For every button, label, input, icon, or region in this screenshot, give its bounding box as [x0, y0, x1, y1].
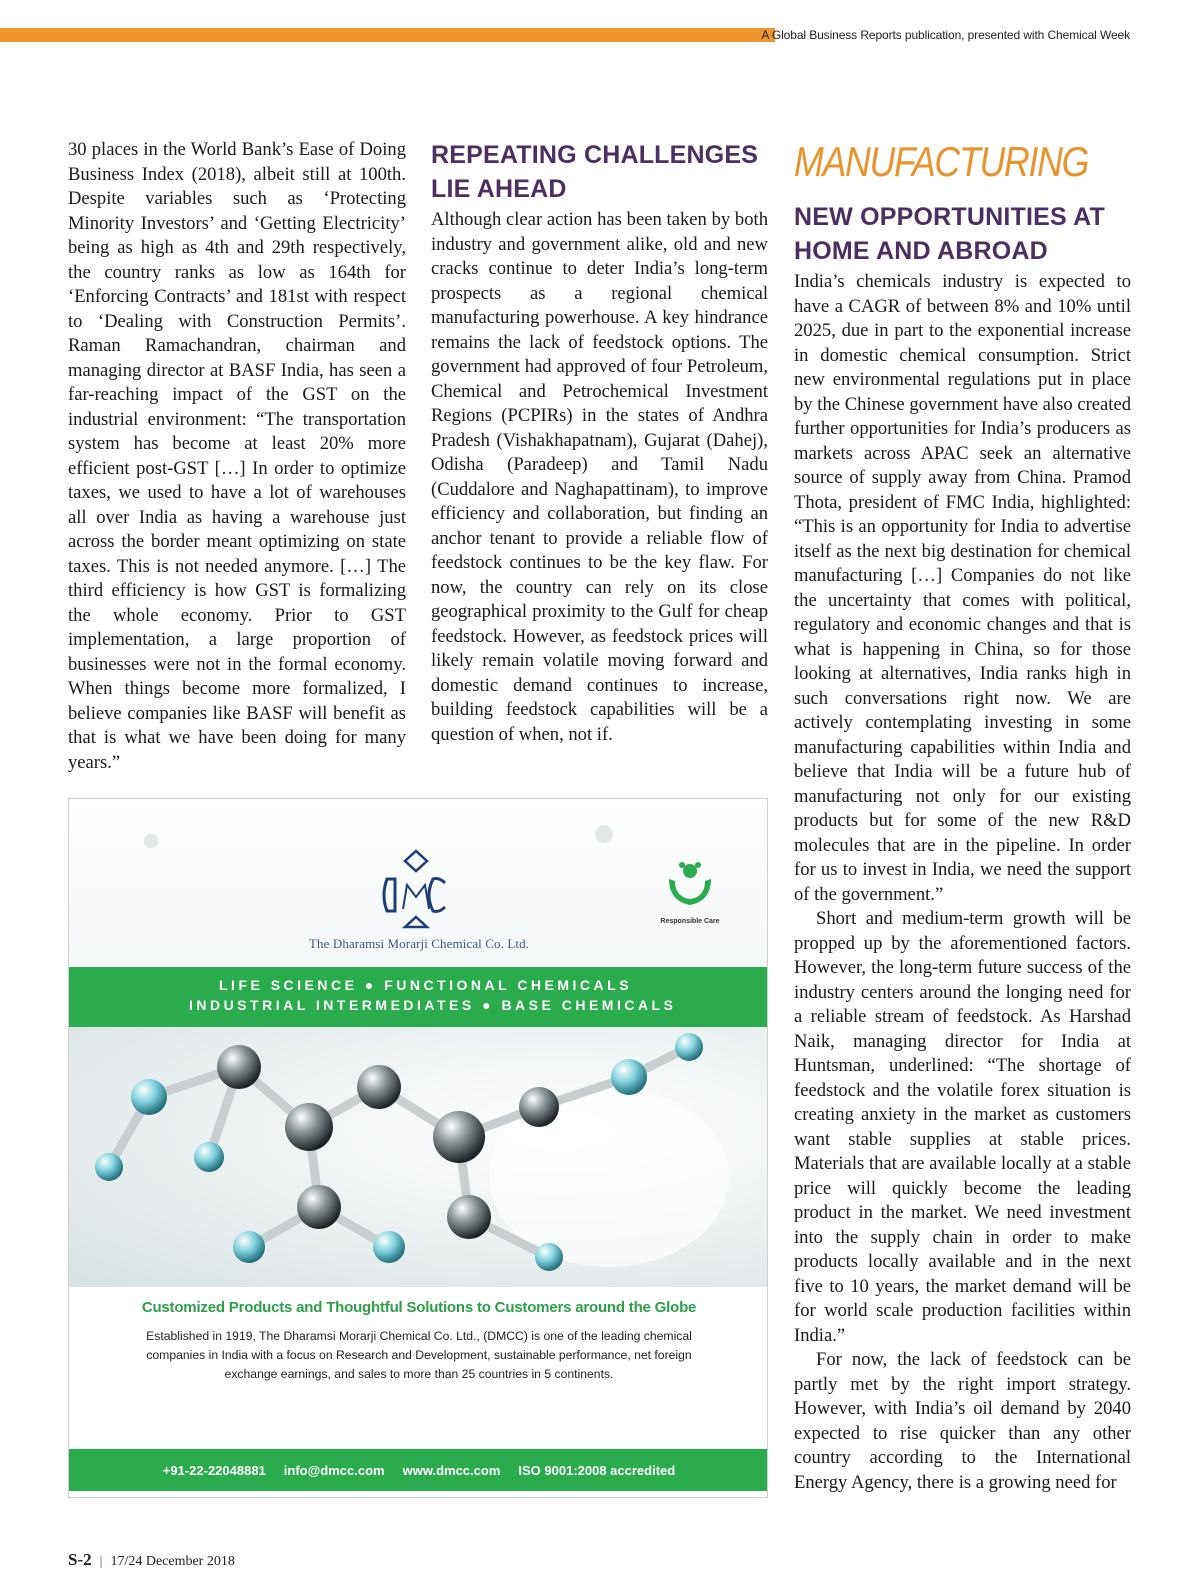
column2-paragraph-1: Although clear action has been taken by both industry and government alike, old and new cracks continue to deter India’s long-term prospects as a regional chemical manufacturing powerhouse. A key hindrance remains the lack of feedstock options. The government had approved of four Petroleum, Chemical and Petrochemical Investment Regions (PCPIRs) in the states of Andhra Pradesh (Vishakhapatnam), Gujarat (Dahej), Odisha (Paradeep) and Tamil Nadu (Cuddalore and Naghapattinam), to improve efficiency and collaboration, but finding an anchor tenant to provide a reliable flow of feedstock continues to be the key flaw. For now, the country can rely on its close geographical proximity to the Gulf for cheap feedstock. However, as feedstock prices will likely remain volatile moving forward and domestic demand continues to increase, building feedstock capabilities will be a question of when, not if. — [431, 209, 768, 745]
page-footer — [68, 1550, 235, 1570]
column1-paragraph-1: 30 places in the World Bank’s Ease of Doing Business Index (2018), albeit still at 100th. Despite variables such as ‘Protecting Minority Investors’ and ‘Getting Electricity’ being as high as 4th and 29th respectively, the country ranks as low as 164th for ‘Enforcing Contracts’ and 181st with respect to ‘Dealing with Construction Permits’. Raman Ramachandran, chairman and managing director at BASF India, has seen a far-reaching impact of the GST on the industrial environment: “The transportation system has become at least 20% more efficient post-GST […] In order to optimize taxes, we used to have a lot of warehouses all over India as having a warehouse just across the border meant optimizing on state taxes. This is not needed anymore. […] The third efficiency is how GST is formalizing the whole economy. Prior to GST implementation, a large proportion of businesses were not in the formal economy. When things become more formalized, I believe companies like BASF will benefit as that is what we have been doing for many years.” — [68, 139, 406, 773]
molecule-structure-graphic — [69, 1027, 768, 1287]
column3-paragraph-1: India’s chemicals industry is expected to have a CAGR of between 8% and 10% until 2025, due in part to the exponential increase in domestic chemical consumption. Strict new environmental regulations put in place by the Chinese government have also created further opportunities for India’s producers as markets across APAC seek an alternative source of supply away from China. Pramod Thota, president of FMC India, highlighted: “This is an opportunity for India to advertise itself as the next big destination for chemical manufacturing […] Companies do not like the uncertainty that comes with political, regulatory and economic changes and that is what is happening in China, so for those looking at alternatives, India ranks high in such conversations right now. We are actively contemplating investing in some manufacturing capabilities within India and believe that India will be a future hub of manufacturing not only for our existing products but for some of the new R&D molecules that are in the pipeline. In order for us to invest in India, we need the support of the government.” — [794, 271, 1131, 905]
ad-header-area — [69, 799, 768, 967]
ad-website[interactable]: www.dmcc.com — [402, 1462, 501, 1478]
dmcc-advertisement — [68, 798, 768, 1498]
column3-paragraph-3: For now, the lack of feedstock can be partly met by the right import strategy. However, with India’s oil demand by 2040 expected to rise quicker than any other country according to the International Energy Agency, there is a growing need for — [794, 1349, 1131, 1493]
ad-green-band — [69, 967, 768, 1027]
column3-paragraph-2: Short and medium-term growth will be propped up by the aforementioned factors. However, the long-term future success of the industry centers around the longing need for a reliable stream of feedstock. As Harshad Naik, managing director for India at Huntsman, underlined: “The shortage of feedstock and the volatile forex situation is creating anxiety in the market as customers want stable supplies at stable prices. Materials that are available locally at a stable price will quickly become the leading product in the market. We need investment into the supply chain in order to make products locally available and in the next five to 10 years, the market demand will be for world scale production facilities within India.” — [794, 908, 1131, 1346]
molecule-bg-icon — [589, 819, 619, 849]
responsible-care-logo — [645, 855, 735, 925]
molecule-illustration — [69, 1027, 768, 1287]
ad-tagline: Customized Products and Thoughtful Solutions to Customers around the Globe — [141, 1299, 697, 1316]
footer-separator: | — [99, 1554, 103, 1569]
ad-phone: +91-22-22048881 — [162, 1462, 266, 1478]
ad-company-name: The Dharamsi Morarji Chemical Co. Ltd. — [308, 936, 530, 951]
article-column-3 — [794, 138, 1131, 1495]
ad-band-line-1: LIFE SCIENCE ● FUNCTIONAL CHEMICALS — [219, 977, 633, 993]
molecule-bg-icon — [139, 829, 163, 853]
publication-line: A Global Business Reports publication, presented with Chemical Week — [761, 28, 1130, 42]
heading-new-opportunities: NEW OPPORTUNITIES AT HOME AND ABROAD — [794, 203, 1105, 265]
page-number: S-2 — [68, 1550, 92, 1569]
heading-repeating-challenges: REPEATING CHALLENGES LIE AHEAD — [431, 141, 759, 203]
ad-contact-band — [69, 1449, 768, 1491]
header-accent-bar — [0, 28, 775, 42]
ad-description: Established in 1919, The Dharamsi Morarji Chemical Co. Ltd., (DMCC) is one of the leading chemical companies in India with a focus on Research and Development, sustainable performance, net foreign exchange earnings, and sales to more than 25 countries in 5 continents. — [146, 1329, 692, 1381]
ad-iso: ISO 9001:2008 accredited — [518, 1462, 676, 1478]
responsible-care-label: Responsible Care — [660, 918, 720, 925]
section-title-manufacturing: MANUFACTURING — [794, 138, 1089, 185]
dmcc-logo — [377, 849, 455, 934]
ad-band-line-2: INDUSTRIAL INTERMEDIATES ● BASE CHEMICALS — [189, 997, 677, 1013]
article-column-1 — [68, 138, 406, 775]
issue-date: 17/24 December 2018 — [110, 1554, 235, 1569]
article-column-2 — [431, 138, 768, 747]
ad-email[interactable]: info@dmcc.com — [283, 1462, 385, 1478]
